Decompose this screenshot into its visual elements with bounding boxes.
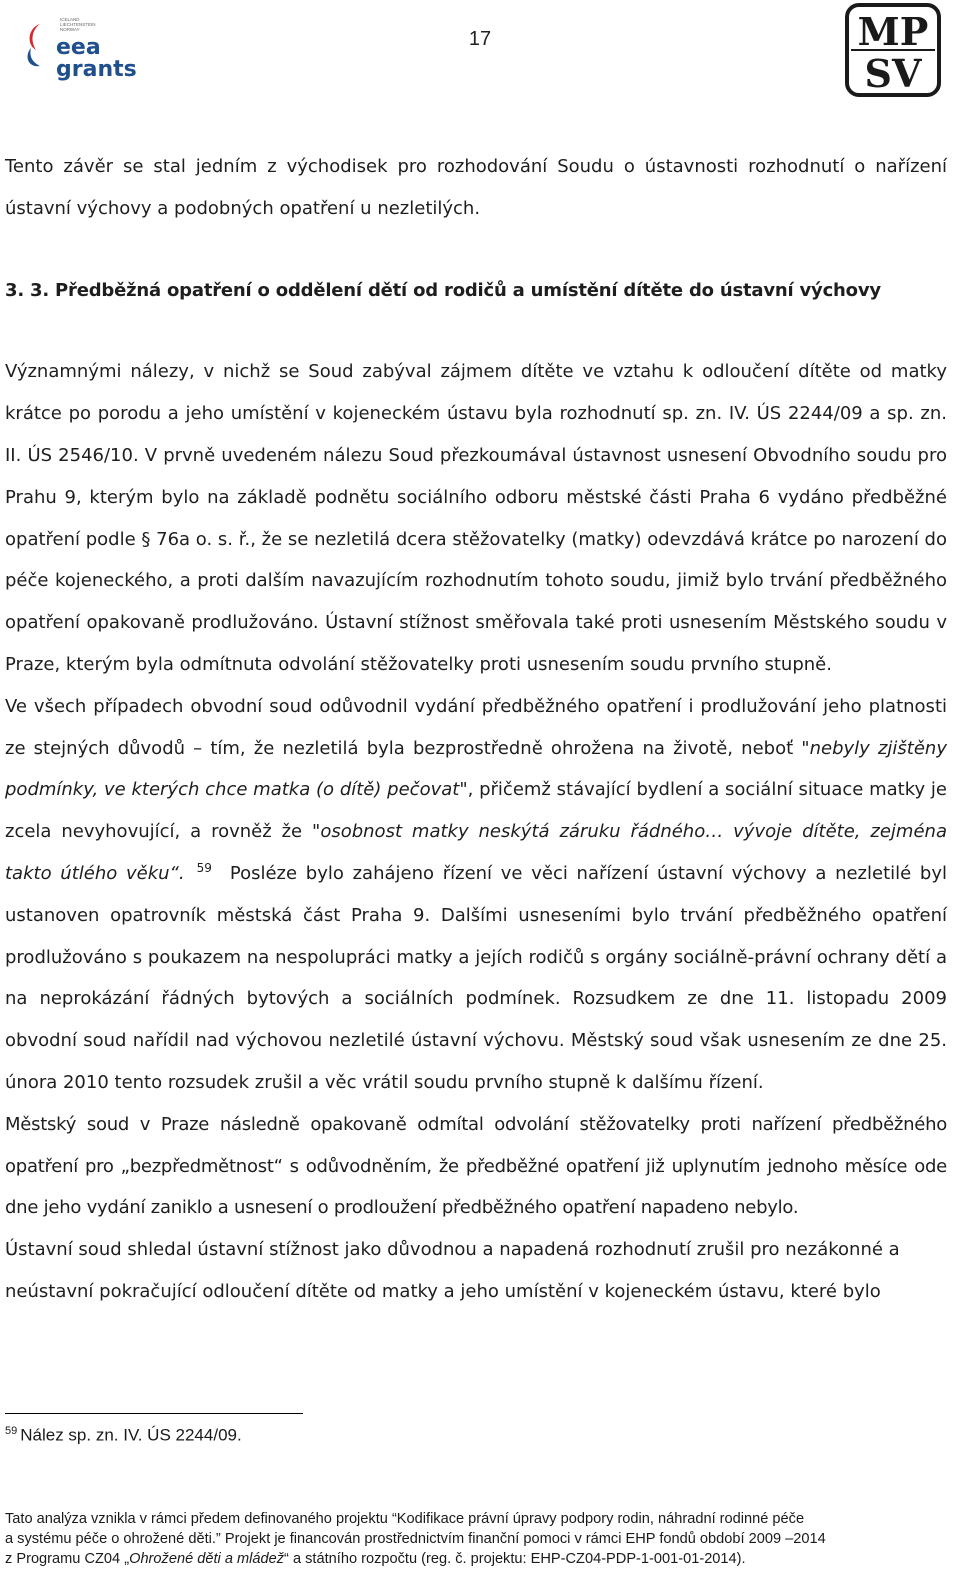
page-number: 17 <box>468 28 492 50</box>
grants-text: grants <box>56 57 137 82</box>
paragraph-4: Městský soud v Praze následně opakovaně odmítal odvolání stěžovatelky proti nařízení předběžného opatření pro „bezpředmětnost“ s odůvodněním, že předběžné opatření již uplynutím jednoho měsíce ode dne jeho vydání zaniklo a usnesení o prodloužení předběžného opatření napadeno nebylo. <box>5 1113 947 1219</box>
eea-text: eea <box>56 35 101 60</box>
paragraph-3 <box>5 686 947 1104</box>
footnote-ref-59[interactable]: 59 <box>196 860 212 875</box>
footer-line-3 <box>5 1549 945 1569</box>
p3-quote-1: nebyly zjištěny podmínky, ve kterých chce matka (o dítě) pečovat <box>5 737 947 801</box>
footnote-number: 59 <box>5 1425 18 1437</box>
footer-line-1: Tato analýza vznikla v rámci předem definovaného projektu “Kodifikace právní úpravy podpory rodin, náhradní rodinné péče <box>5 1511 805 1527</box>
eea-tiny-text-2: LIECHTENSTEIN <box>60 22 96 27</box>
footnote-text: Nález sp. zn. IV. ÚS 2244/09. <box>20 1425 242 1445</box>
page-footer <box>5 1509 945 1569</box>
footer-line-3a: z Programu CZ04 „ <box>5 1551 130 1567</box>
eea-tiny-text-3: NORWAY <box>60 27 80 32</box>
mpsv-line-2: SV <box>864 51 922 96</box>
mpsv-logo <box>845 3 941 97</box>
p3-text-a: Ve všech případech obvodní soud odůvodnil vydání předběžného opatření i prodlužování jeho platnosti ze stejných důvodů – tím, že nezletilá byla bezprostředně ohrožena na životě, neboť " <box>5 695 947 759</box>
section-heading: 3. 3. Předběžná opatření o oddělení dětí od rodičů a umístění dítěte do ústavní výchovy <box>5 279 881 301</box>
eea-tiny-text-1: ICELAND <box>60 17 80 22</box>
paragraph-5: Ústavní soud shledal ústavní stížnost jako důvodnou a napadená rozhodnutí zrušil pro nezákonné a neústavní pokračující odloučení dítěte od matky a jeho umístění v kojeneckém ústavu, které bylo <box>5 1239 900 1302</box>
p3-text-b: ", přičemž stávající bydlení a sociální situace matky je zcela nevyhovující, a rovněž že " <box>5 779 947 843</box>
paragraph-1: Tento závěr se stal jedním z východisek pro rozhodování Soudu o ústavnosti rozhodnutí o nařízení ústavní výchovy a podobných opatření u nezletilých. <box>5 156 947 219</box>
footer-line-3b: “ a státního rozpočtu (reg. č. projektu: EHP-CZ04-PDP-1-001-01-2014). <box>284 1551 746 1567</box>
footer-program-name: Ohrožené děti a mládež <box>129 1551 285 1567</box>
p3-quote-2: osobnost matky neskýtá záruku řádného… vývoje dítěte, zejména takto útlého věku“. <box>5 821 947 884</box>
paragraph-2: Významnými nálezy, v nichž se Soud zabýval zájmem dítěte ve vztahu k odloučení dítěte od matky krátce po porodu a jeho umístění v kojeneckém ústavu byla rozhodnutí sp. zn. IV. ÚS 2244/09 a sp. zn. II. ÚS 2546/10. V prvně uvedeném nálezu Soud přezkoumával ústavnost usnesení Obvodního soudu pro Prahu 9, kterým bylo na základě podnětu sociálního odboru městské části Praha 6 vydáno předběžné opatření podle § 76a o. s. ř., že se nezletilá dcera stěžovatelky (matky) odevzdává krátce po narození do péče kojeneckého, a proti dalším navazujícím rozhodnutím tohoto soudu, jimiž bylo trvání předběžného opatření opakovaně prodlužováno. Ústavní stížnost směřovala také proti usnesením Městského soudu v Praze, kterým byla odmítnuta odvolání stěžovatelky proti usnesením soudu prvního stupně. <box>5 361 947 675</box>
footer-line-2: a systému péče o ohrožené děti.” Projekt je financován prostřednictvím finanční pomoci v rámci EHP fondů období 2009 –2014 <box>5 1531 826 1547</box>
footnote-59 <box>5 1425 242 1446</box>
footnote-separator <box>5 1413 303 1414</box>
mpsv-line-1: MP <box>857 9 929 54</box>
p3-text-c: Posléze bylo zahájeno řízení ve věci nařízení ústavní výchovy a nezletilé byl ustanoven opatrovník městská část Praha 9. Dalšími usneseními bylo trvání předběžného opatření prodlužováno s poukazem na nespolupráci matky a jejích rodičů s orgány sociálně-právní ochrany dětí a na neprokázání řádných bytových a sociálních podmínek. Rozsudkem ze dne 11. listopadu 2009 obvodní soud nařídil nad výchovou nezletilé ústavní výchovu. Městský soud však usnesením ze dne 25. února 2010 tento rozsudek zrušil a věc vrátil soudu prvního stupně k dalšímu řízení. <box>5 862 948 1093</box>
document-body <box>5 146 947 1313</box>
